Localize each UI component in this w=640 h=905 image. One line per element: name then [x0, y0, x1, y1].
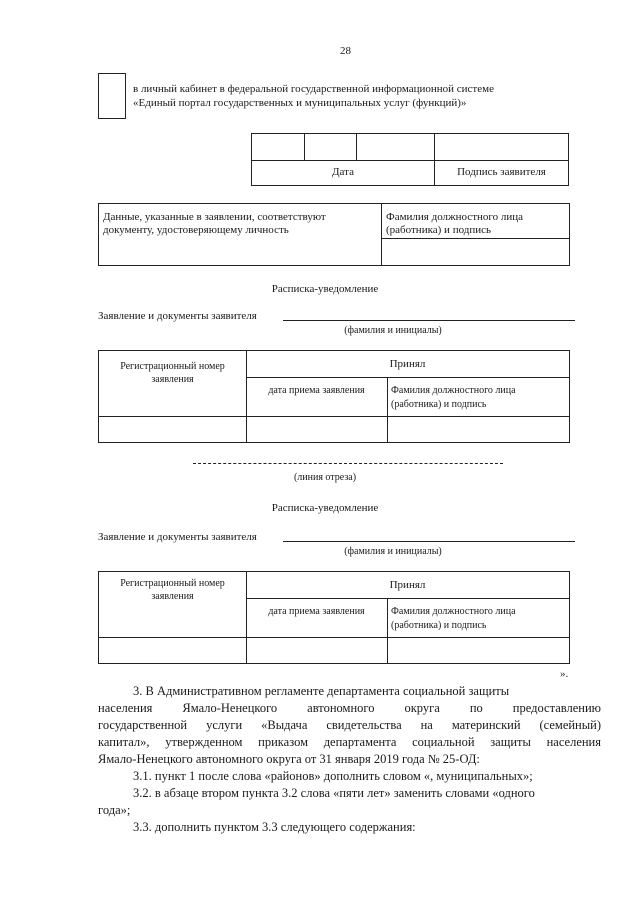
date-received-label: дата приема заявления [268, 606, 365, 617]
paragraph-3-line4: капитал», утвержденном приказом департамента социальной защиты населения [98, 735, 601, 749]
cut-line-label: (линия отреза) [293, 472, 357, 483]
reg-number-line1: Регистрационный номер [120, 578, 225, 589]
closing-quote: ». [560, 668, 569, 680]
official-line2: (работника) и подпись [391, 620, 487, 631]
cut-line [193, 463, 503, 464]
receipt-table [98, 350, 570, 443]
paragraph-3-line1: 3. В Административном регламенте департамента социальной защиты [133, 684, 510, 698]
receipt-table [98, 571, 570, 664]
verification-text-line2: документу, удостоверяющему личность [103, 224, 289, 236]
name-hint: (фамилия и инициалы) [344, 546, 442, 557]
verification-text-line1: Данные, указанные в заявлении, соответствуют [103, 211, 326, 223]
option-checkbox[interactable] [98, 73, 126, 119]
verification-table [98, 203, 570, 266]
official-line2: (работника) и подпись [391, 399, 487, 410]
official-line1: Фамилия должностного лица [391, 385, 516, 396]
paragraph-3-1: 3.1. пункт 1 после слова «районов» дополнить словом «, муниципальных»; [133, 769, 533, 783]
paragraph-3-3: 3.3. дополнить пунктом 3.3 следующего содержания: [133, 820, 416, 834]
receipt-title: Расписка-уведомление [271, 502, 379, 514]
official-line1: Фамилия должностного лица [391, 606, 516, 617]
date-received-label: дата приема заявления [268, 385, 365, 396]
signature-date-table [251, 133, 569, 186]
paragraph-3-2-line2: года»; [98, 803, 131, 817]
name-hint: (фамилия и инициалы) [344, 325, 442, 336]
official-name-line1: Фамилия должностного лица [386, 211, 524, 223]
reg-number-line2: заявления [151, 591, 194, 602]
reg-number-line1: Регистрационный номер [120, 361, 225, 372]
paragraph-3-line3: государственной услуги «Выдача свидетельства на материнский (семейный) [98, 718, 601, 732]
option-text-line2: «Единый портал государственных и муниципальных услуг (функций)» [133, 97, 467, 109]
official-name-line2: (работника) и подпись [386, 224, 492, 236]
option-text-line1: в личный кабинет в федеральной государственной информационной системе [133, 83, 494, 95]
applicant-name-line[interactable] [283, 320, 575, 321]
date-label: Дата [332, 166, 354, 178]
receipt-title: Расписка-уведомление [271, 283, 379, 295]
applicant-signature-label: Подпись заявителя [457, 166, 546, 178]
page-number: 28 [340, 45, 351, 57]
applicant-label: Заявление и документы заявителя [98, 531, 257, 543]
paragraph-3-line5: Ямало-Ненецкого автономного округа от 31 января 2019 года № 25-ОД: [98, 752, 480, 766]
paragraph-3-2-line1: 3.2. в абзаце втором пункта 3.2 слова «пяти лет» заменить словами «одного [133, 786, 535, 800]
paragraph-3-line2: населения Ямало-Ненецкого автономного округа по предоставлению [98, 701, 601, 715]
accepted-label: Принял [389, 579, 426, 591]
reg-number-line2: заявления [151, 374, 194, 385]
applicant-label: Заявление и документы заявителя [98, 310, 257, 322]
accepted-label: Принял [389, 358, 426, 370]
applicant-name-line[interactable] [283, 541, 575, 542]
